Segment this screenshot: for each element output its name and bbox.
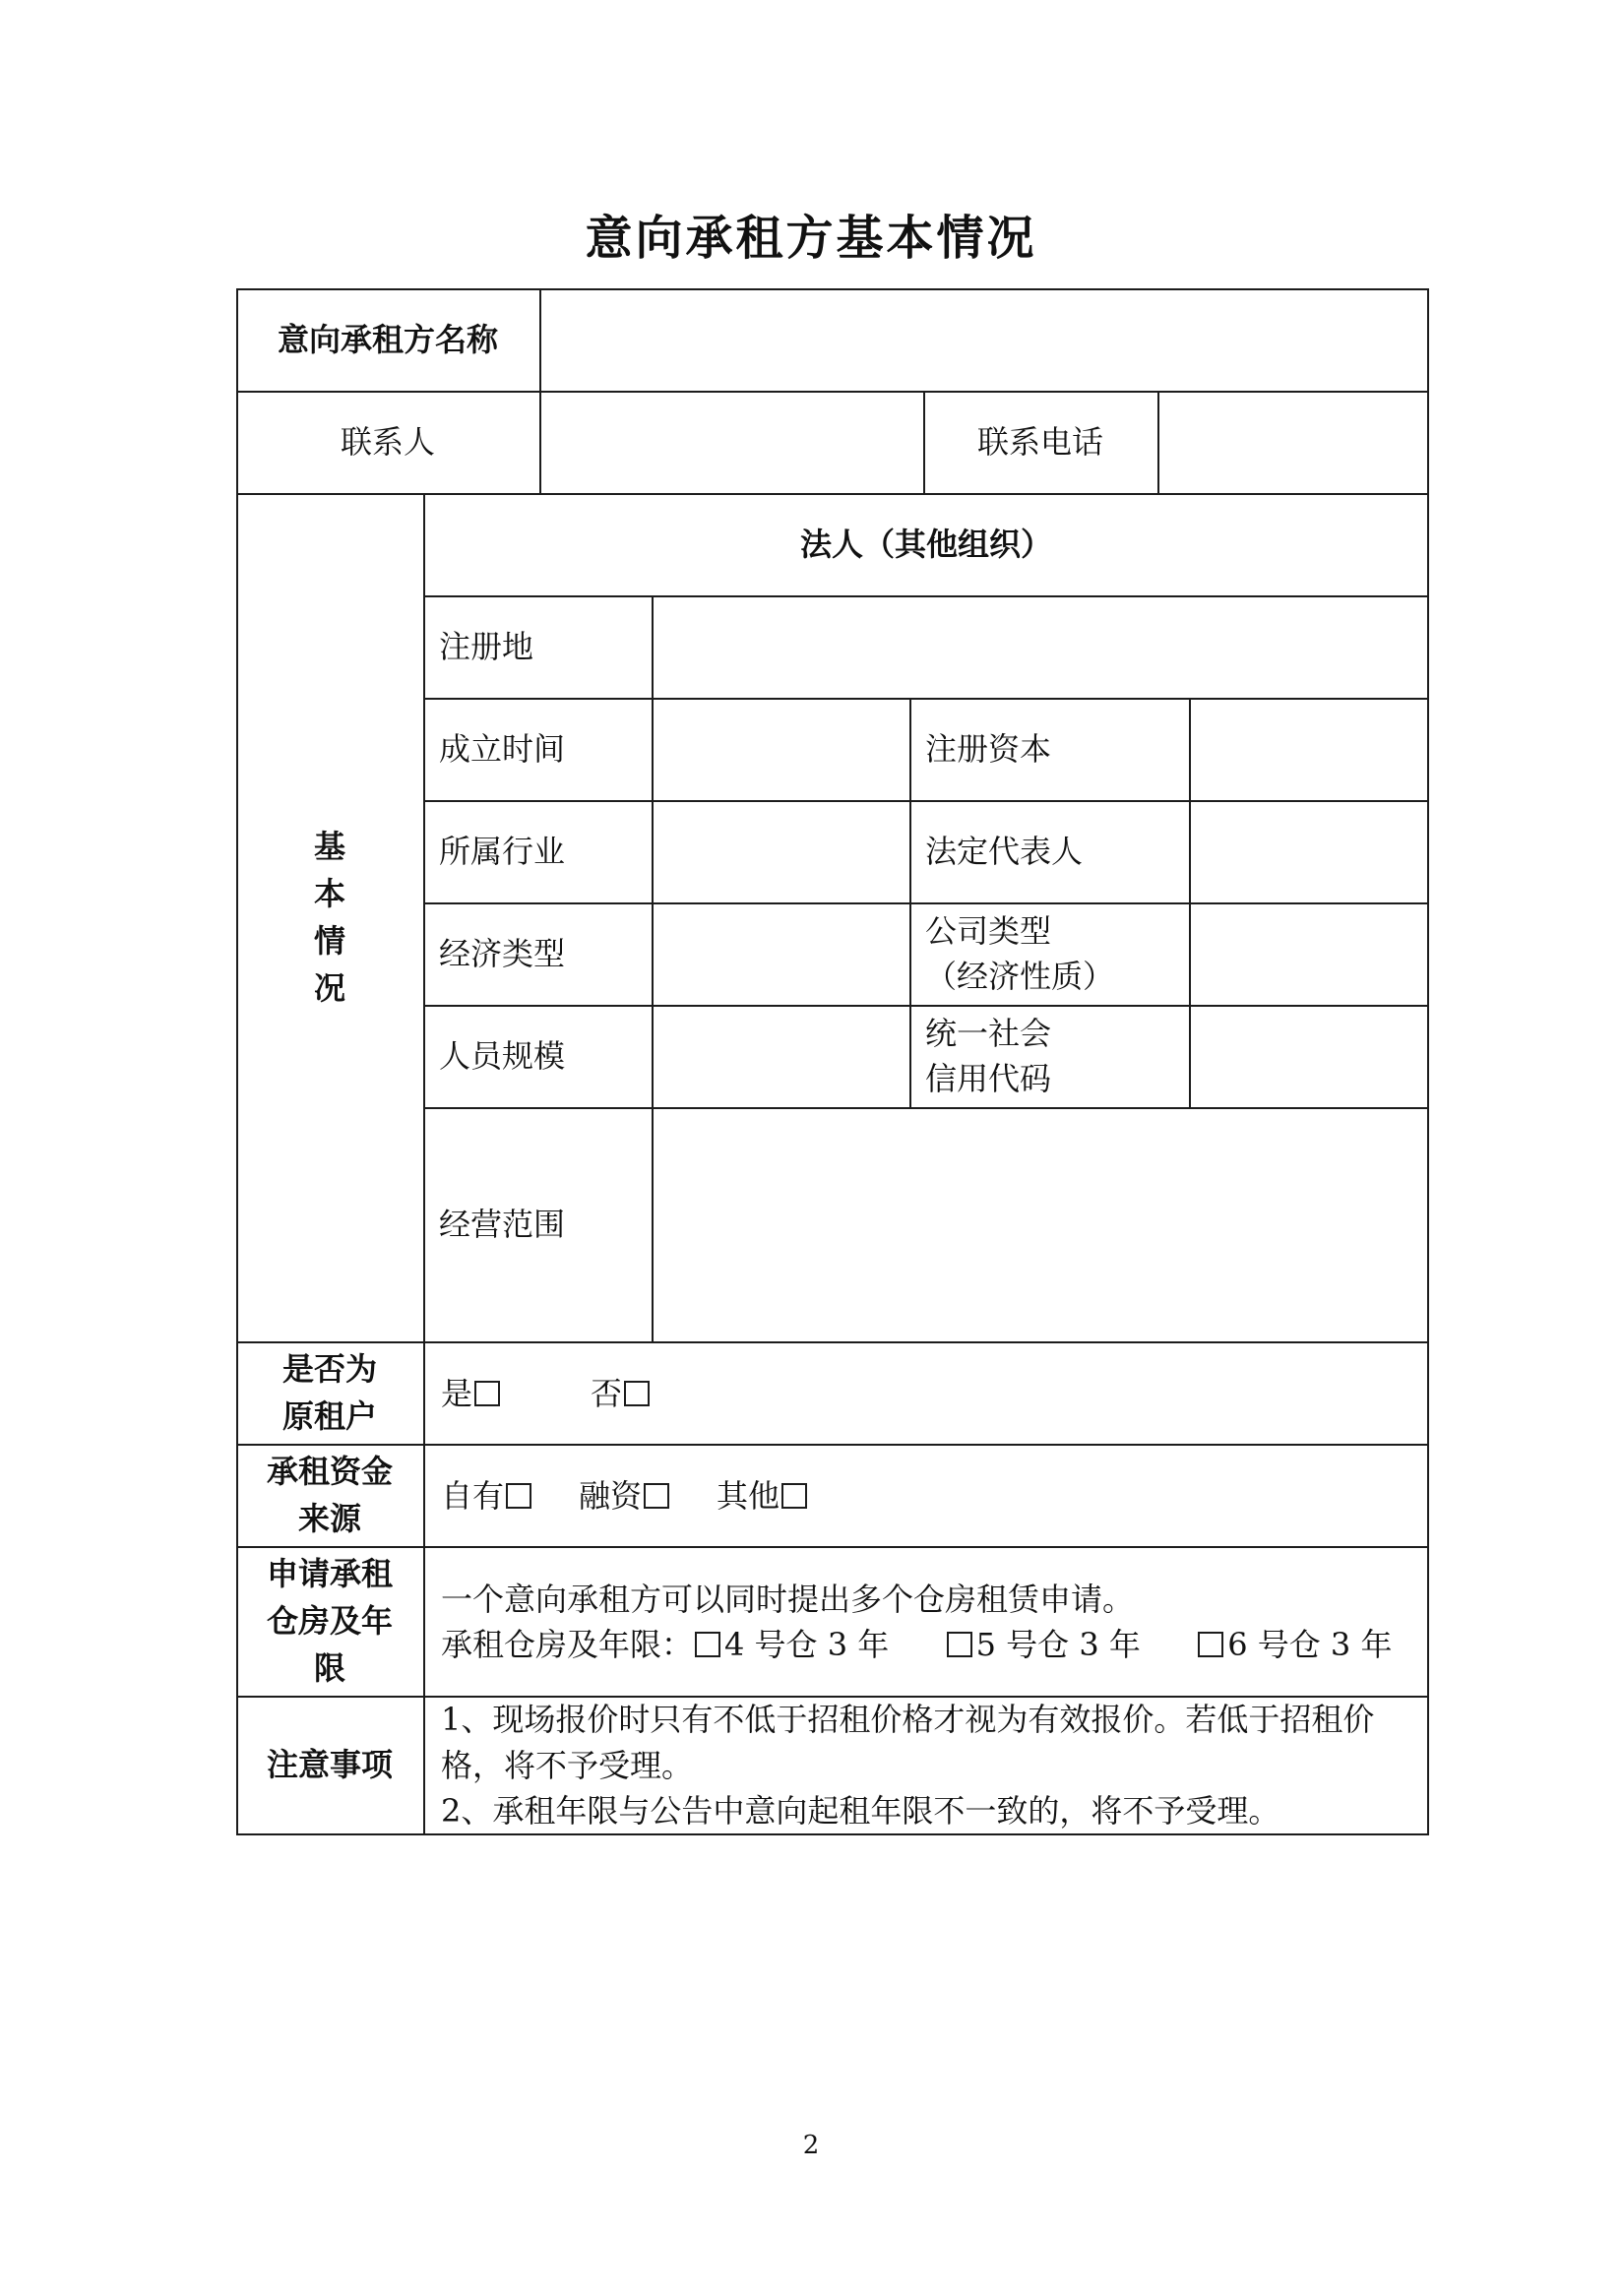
basic-info-label-char: 况 bbox=[313, 969, 345, 1007]
notes-content bbox=[425, 1698, 1427, 1833]
registered-place-label: 注册地 bbox=[439, 627, 534, 665]
option-financing-checkbox[interactable] bbox=[644, 1483, 669, 1509]
basic-info-label bbox=[236, 493, 423, 1341]
basic-info-label-char: 基 bbox=[313, 828, 345, 865]
warehouse-6-checkbox[interactable] bbox=[1198, 1632, 1223, 1657]
warehouse-4-checkbox[interactable] bbox=[695, 1632, 720, 1657]
tenant-name-label: 意向承租方名称 bbox=[277, 320, 498, 358]
credit-code-field[interactable] bbox=[1191, 1007, 1427, 1107]
option-other-checkbox[interactable] bbox=[781, 1483, 807, 1509]
funding-source-options bbox=[425, 1446, 1427, 1546]
contact-phone-label: 联系电话 bbox=[976, 422, 1103, 461]
company-type-label-line: （经济性质） bbox=[925, 958, 1115, 995]
tenant-info-form bbox=[236, 288, 1429, 1835]
notes-line: 格，将不予受理。 bbox=[441, 1746, 694, 1784]
original-tenant-label-line: 原租户 bbox=[281, 1397, 377, 1435]
option-financing-label: 融资 bbox=[579, 1476, 643, 1515]
founded-date-label: 成立时间 bbox=[439, 729, 566, 768]
form-title: 意向承租方基本情况 bbox=[585, 211, 1037, 266]
staff-size-field[interactable] bbox=[654, 1007, 909, 1107]
registered-place-field[interactable] bbox=[654, 597, 1427, 698]
legal-representative-label: 法定代表人 bbox=[925, 832, 1084, 870]
option-other-label: 其他 bbox=[717, 1476, 780, 1515]
business-scope-label: 经营范围 bbox=[439, 1205, 566, 1243]
registered-capital-field[interactable] bbox=[1191, 700, 1427, 800]
warehouse-term-label-line: 限 bbox=[313, 1649, 345, 1687]
page-number: 2 bbox=[802, 2131, 820, 2160]
funding-source-label bbox=[236, 1444, 423, 1546]
warehouse-6-label: 6 号仓 3 年 bbox=[1227, 1626, 1393, 1663]
warehouse-term-content bbox=[425, 1548, 1427, 1696]
registered-capital-label: 注册资本 bbox=[925, 729, 1052, 768]
economic-type-label: 经济类型 bbox=[439, 934, 566, 972]
warehouse-options bbox=[441, 1622, 1392, 1667]
basic-info-label-char: 本 bbox=[313, 875, 345, 912]
option-own-funds-checkbox[interactable] bbox=[506, 1483, 531, 1509]
warehouse-term-label-line: 仓房及年 bbox=[266, 1602, 393, 1640]
notes-line: 1、现场报价时只有不低于招租价格才视为有效报价。若低于招租价 bbox=[441, 1701, 1375, 1739]
industry-field[interactable] bbox=[654, 802, 909, 902]
warehouse-4-label: 4 号仓 3 年 bbox=[724, 1626, 890, 1663]
original-tenant-label-line: 是否为 bbox=[281, 1350, 377, 1388]
contact-person-label: 联系人 bbox=[340, 422, 435, 461]
legal-representative-field[interactable] bbox=[1191, 802, 1427, 902]
founded-date-field[interactable] bbox=[654, 700, 909, 800]
business-scope-field[interactable] bbox=[654, 1109, 1427, 1341]
credit-code-label-line: 信用代码 bbox=[925, 1060, 1052, 1097]
entity-type-header: 法人（其他组织） bbox=[799, 525, 1052, 563]
warehouse-note: 一个意向承租方可以同时提出多个仓房租赁申请。 bbox=[441, 1580, 1135, 1618]
warehouse-options-prefix: 承租仓房及年限： bbox=[441, 1626, 694, 1663]
warehouse-5-checkbox[interactable] bbox=[947, 1632, 972, 1657]
warehouse-term-label bbox=[236, 1546, 423, 1696]
company-type-field[interactable] bbox=[1191, 904, 1427, 1005]
option-own-funds-label: 自有 bbox=[441, 1476, 505, 1515]
option-yes-checkbox[interactable] bbox=[474, 1381, 500, 1406]
original-tenant-options bbox=[425, 1343, 1427, 1444]
credit-code-label-line: 统一社会 bbox=[925, 1014, 1052, 1052]
basic-info-label-char: 情 bbox=[313, 922, 345, 960]
funding-source-label-line: 来源 bbox=[297, 1500, 361, 1537]
company-type-label bbox=[909, 902, 1189, 1005]
funding-source-label-line: 承租资金 bbox=[266, 1453, 393, 1490]
contact-person-field[interactable] bbox=[541, 393, 923, 493]
economic-type-field[interactable] bbox=[654, 904, 909, 1005]
tenant-name-field[interactable] bbox=[541, 290, 1427, 391]
option-yes-label: 是 bbox=[441, 1374, 473, 1412]
warehouse-term-label-line: 申请承租 bbox=[266, 1555, 393, 1592]
notes-label: 注意事项 bbox=[266, 1745, 393, 1783]
credit-code-label bbox=[909, 1005, 1189, 1107]
notes-line: 2、承租年限与公告中意向起租年限不一致的，将不予受理。 bbox=[441, 1792, 1280, 1831]
staff-size-label: 人员规模 bbox=[439, 1036, 566, 1075]
industry-label: 所属行业 bbox=[439, 832, 566, 870]
contact-phone-field[interactable] bbox=[1159, 393, 1427, 493]
option-no-checkbox[interactable] bbox=[624, 1381, 650, 1406]
option-no-label: 否 bbox=[591, 1374, 623, 1412]
company-type-label-line: 公司类型 bbox=[925, 911, 1052, 950]
original-tenant-label bbox=[236, 1341, 423, 1444]
warehouse-5-label: 5 号仓 3 年 bbox=[975, 1626, 1141, 1663]
